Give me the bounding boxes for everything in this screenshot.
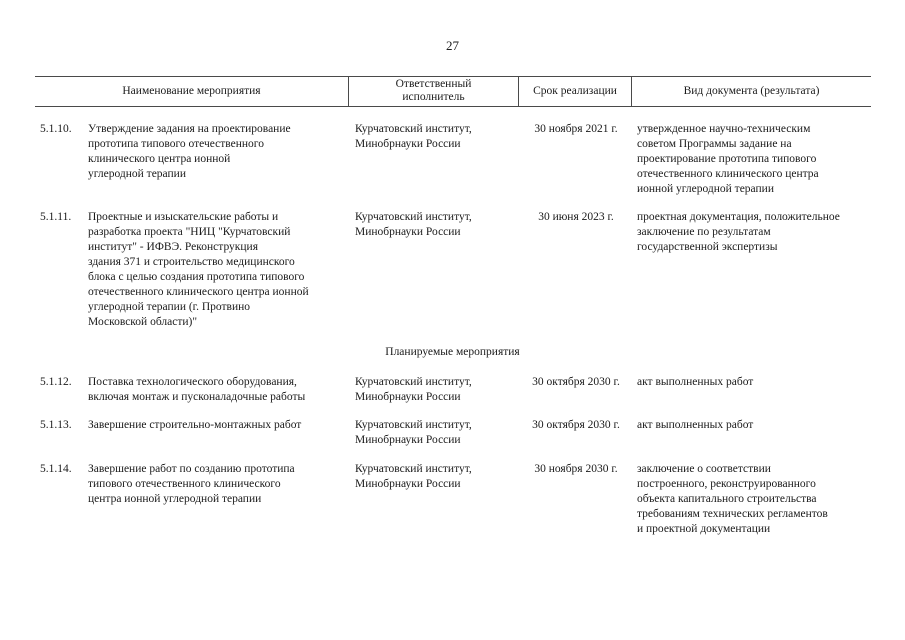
- row-result-document: проектная документация, положительное заключение по результатам государственной экспертизы: [637, 211, 840, 253]
- header-name: Наименование мероприятия: [122, 84, 261, 97]
- row-activity-name: Завершение работ по созданию прототипа типового отечественного клинического центра ионной углеродной терапии: [88, 463, 295, 505]
- row-result-document: акт выполненных работ: [637, 376, 754, 388]
- row-deadline: 30 ноября 2021 г.: [534, 123, 618, 135]
- row-result-document: утвержденное научно-техническим советом Программы задание на проектирование прототипа типового отечественного клинического центра ионной углеродной терапии: [637, 123, 819, 195]
- row-activity-name: Поставка технологического оборудования, включая монтаж и пусконаладочные работы: [88, 376, 306, 403]
- row-number: 5.1.13.: [40, 419, 72, 431]
- row-responsible: Курчатовский институт, Минобрнауки России: [355, 211, 472, 238]
- row-activity-name: Завершение строительно-монтажных работ: [88, 419, 302, 431]
- page-number: 27: [446, 38, 459, 53]
- row-number: 5.1.14.: [40, 463, 72, 475]
- row-result-document: заключение о соответствии построенного, реконструированного объекта капитального строительства требованиям технических регламентов и проектной документации: [637, 463, 828, 535]
- table-header-bottom-rule: [35, 106, 871, 107]
- header-deadline: Срок реализации: [533, 84, 617, 97]
- row-number: 5.1.10.: [40, 123, 72, 135]
- header-result: Вид документа (результата): [683, 84, 820, 97]
- row-result-document: акт выполненных работ: [637, 419, 754, 431]
- row-responsible: Курчатовский институт, Минобрнауки России: [355, 376, 472, 403]
- row-deadline: 30 июня 2023 г.: [538, 211, 614, 223]
- row-deadline: 30 ноября 2030 г.: [534, 463, 618, 475]
- row-responsible: Курчатовский институт, Минобрнауки России: [355, 419, 472, 446]
- row-activity-name: Утверждение задания на проектирование прототипа типового отечественного клинического центра ионной углеродной терапии: [88, 123, 291, 180]
- row-deadline: 30 октября 2030 г.: [532, 419, 620, 431]
- row-responsible: Курчатовский институт, Минобрнауки России: [355, 123, 472, 150]
- row-number: 5.1.12.: [40, 376, 72, 388]
- row-number: 5.1.11.: [40, 211, 72, 223]
- row-deadline: 30 октября 2030 г.: [532, 376, 620, 388]
- header-responsible: Ответственный исполнитель: [395, 78, 472, 103]
- row-responsible: Курчатовский институт, Минобрнауки России: [355, 463, 472, 490]
- row-activity-name: Проектные и изыскательские работы и разработка проекта "НИЦ "Курчатовский институт" - ИФВЭ. Реконструкция здания 371 и строительство медицинского блока с целью создания прототипа типового отечественного клинического центра ионной углеродной терапии (г. Протвино Московской области)": [88, 211, 309, 328]
- section-title: Планируемые мероприятия: [385, 346, 520, 358]
